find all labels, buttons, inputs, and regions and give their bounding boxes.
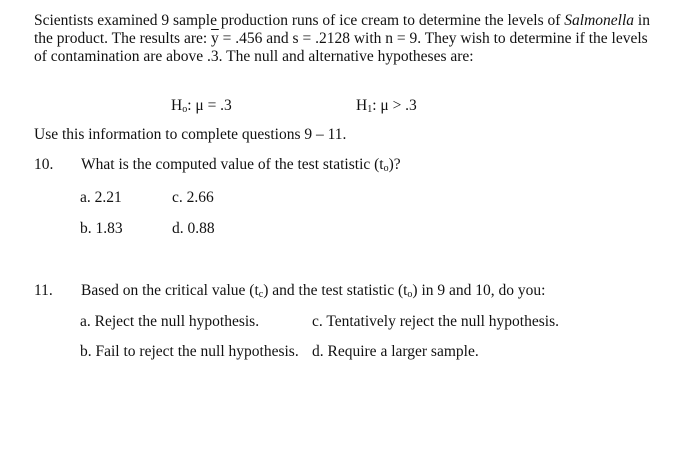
answer-option-b[interactable]: b. Fail to reject the null hypothesis. (80, 343, 299, 360)
problem-statement (34, 12, 674, 66)
null-h: H (171, 97, 183, 114)
answer-option-c[interactable]: c. 2.66 (172, 189, 214, 206)
null-hypothesis (171, 97, 232, 115)
sample-mean-symbol: $\overline{y}$ (211, 30, 219, 47)
answer-option-b[interactable]: b. 1.83 (80, 220, 123, 237)
q11-sub-c: c (258, 289, 264, 300)
alternative-hypothesis (356, 97, 417, 115)
q10-text-end: )? (388, 156, 401, 173)
answer-option-a[interactable]: a. Reject the null hypothesis. (80, 313, 260, 330)
q11-text-mid: ) and the test statistic (t (263, 282, 408, 299)
q10-sub: o (383, 163, 389, 174)
salmonella-italic: Salmonella (564, 12, 635, 29)
intro-text: Scientists examined 9 sample production runs of ice cream to determine the levels of (34, 12, 565, 29)
q10-text: What is the computed value of the test statistic (t (81, 156, 384, 173)
answer-option-d[interactable]: d. 0.88 (172, 220, 215, 237)
question-number: 11. (34, 282, 53, 299)
null-rest: : μ = .3 (187, 97, 232, 114)
question-text (81, 282, 545, 300)
answer-option-a[interactable]: a. 2.21 (80, 189, 122, 206)
alt-sub: 1 (367, 104, 373, 115)
q11-text-end: ) in 9 and 10, do you: (412, 282, 546, 299)
null-sub: o (182, 104, 188, 115)
instruction: Use this information to complete questions 9 – 11. (34, 126, 347, 143)
intro-text: the product. The results are: (34, 30, 212, 47)
alt-rest: : μ > .3 (372, 97, 417, 114)
intro-text: = .456 and s = .2128 with n = 9. They wish to determine if the levels (218, 30, 648, 47)
question-text (81, 156, 401, 174)
intro-text: in (634, 12, 650, 29)
intro-line-1 (34, 12, 674, 30)
answer-option-d[interactable]: d. Require a larger sample. (312, 343, 479, 360)
q11-text: Based on the critical value (t (81, 282, 259, 299)
alt-h: H (356, 97, 368, 114)
question-number: 10. (34, 156, 54, 173)
q11-sub-o: o (407, 289, 413, 300)
intro-line-3: of contamination are above .3. The null and alternative hypotheses are: (34, 48, 474, 65)
answer-option-c[interactable]: c. Tentatively reject the null hypothesis. (312, 313, 559, 330)
intro-line-2 (34, 30, 674, 48)
